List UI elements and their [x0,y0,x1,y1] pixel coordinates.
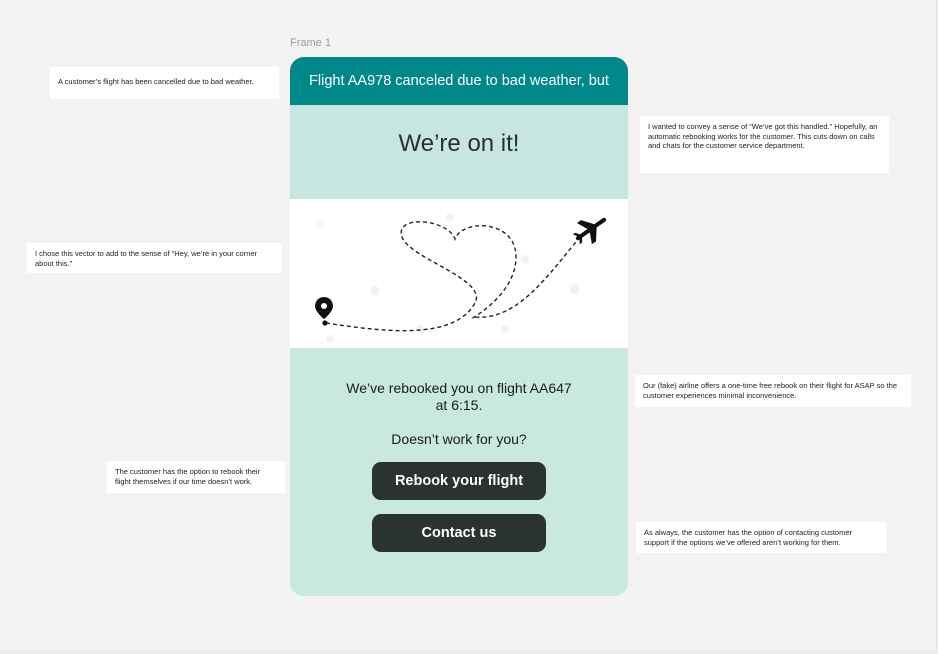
hero-title: We’re on it! [398,130,520,157]
rebooked-line-1: We’ve rebooked you on flight AA647 [346,380,572,396]
hero-section [290,105,628,199]
note-self-rebook[interactable]: The customer has the option to rebook their flight themselves if our time doesn’t work. [107,461,285,493]
bottom-strip [0,649,938,654]
note-contact[interactable]: As always, the customer has the option of contacting customer support if the options we’ve offered aren’t working for them. [636,522,886,553]
faint-background-pattern [316,213,580,343]
location-pin-icon [315,297,333,326]
contact-us-button[interactable]: Contact us [372,514,546,552]
rebooked-message [290,380,628,414]
alternative-question: Doesn’t work for you? [391,431,527,447]
mobile-frame [290,57,628,596]
flight-path-illustration [290,199,628,348]
note-cancelled[interactable]: A customer’s flight has been cancelled due to bad weather. [50,67,279,99]
dashed-flight-path [326,222,582,331]
frame-label[interactable]: Frame 1 [290,37,331,49]
rebooked-line-2: at 6:15. [435,397,483,413]
rebook-flight-button[interactable]: Rebook your flight [372,462,546,500]
note-free-rebook[interactable]: Our (fake) airline offers a one-time free rebook on their flight for ASAP so the customer experiences minimal inconvenience. [635,375,911,407]
note-vector[interactable]: I chose this vector to add to the sense of “Hey, we’re in your corner about this.” [27,243,282,273]
cancellation-banner: Flight AA978 canceled due to bad weather, but [290,57,628,105]
note-handled[interactable]: I wanted to convey a sense of “We’ve got this handled.” Hopefully, an automatic rebooking works for the customer. This cuts down on calls and chats for the customer service department. [640,116,889,173]
illustration-svg [290,199,628,348]
rebooking-content [290,348,628,596]
